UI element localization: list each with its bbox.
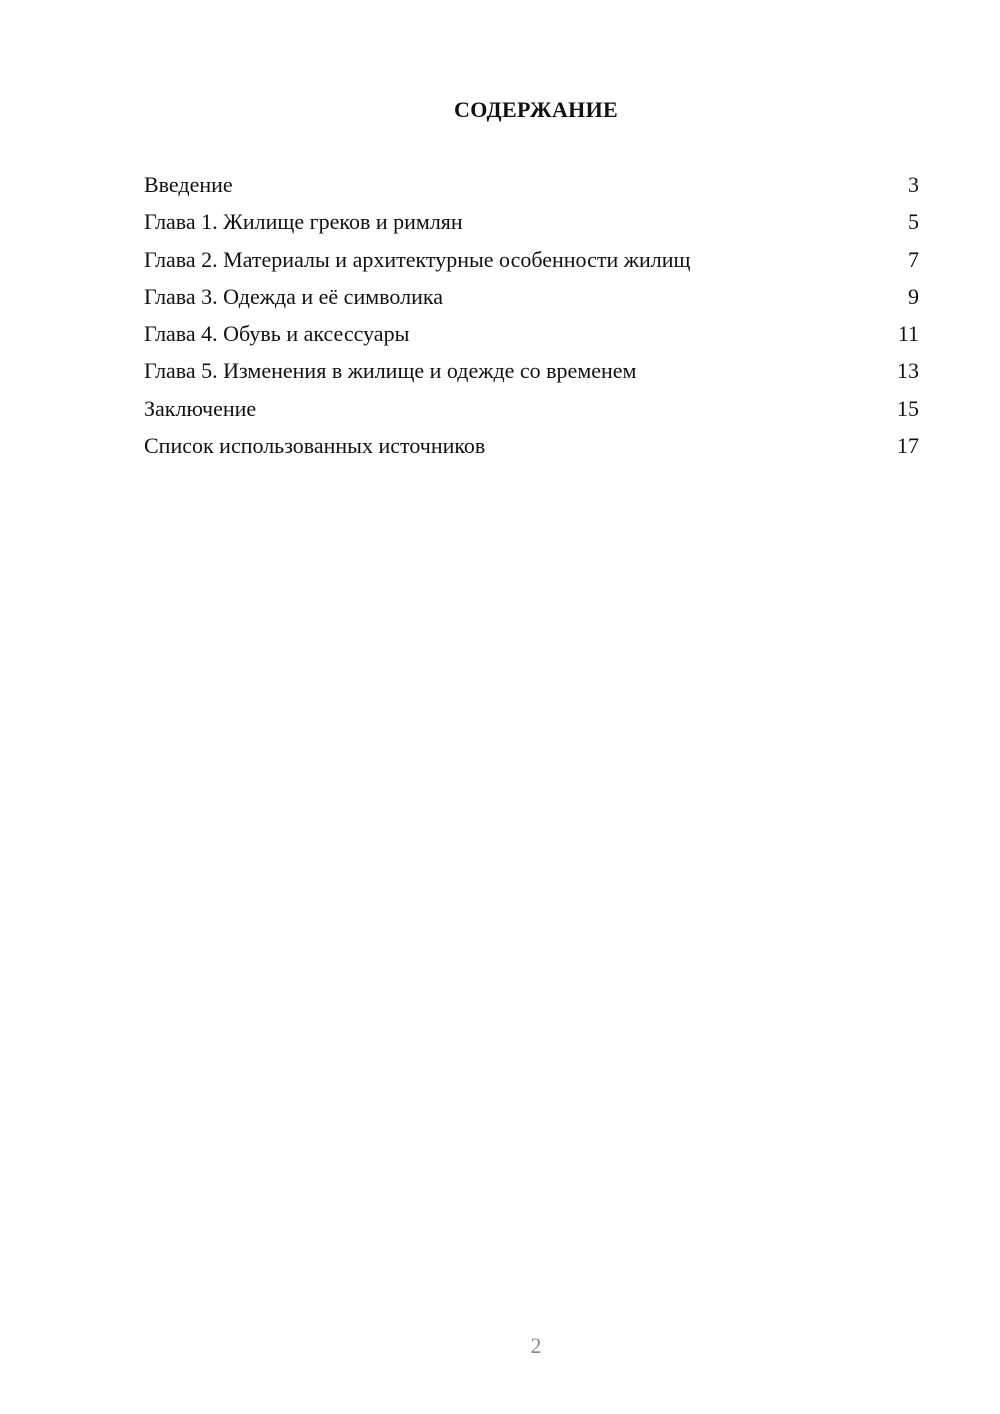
page-title: СОДЕРЖАНИЕ: [454, 97, 618, 122]
toc-entry-references: [144, 430, 919, 467]
page-number: 2: [530, 1333, 542, 1358]
toc-entry-page-number: 3: [908, 172, 919, 197]
toc-entry-page-number: 17: [897, 433, 919, 459]
toc-entry-title: Заключение: [144, 395, 257, 421]
toc-entry-chapter-2: [144, 244, 919, 281]
toc-entry-title: Глава 2. Материалы и архитектурные особенности жилищ: [144, 246, 691, 272]
toc-entry-title: Список использованных источников: [144, 433, 486, 459]
toc-entry-title: Глава 5. Изменения в жилище и одежде со временем: [144, 358, 637, 384]
table-of-contents: [144, 169, 919, 467]
toc-entry-title: Глава 4. Обувь и аксессуары: [144, 321, 410, 347]
toc-entry-title: Глава 1. Жилище греков и римлян: [144, 209, 463, 235]
toc-entry-chapter-3: [144, 281, 919, 318]
toc-entry-title: Введение: [144, 172, 233, 197]
toc-entry-page-number: 13: [897, 358, 919, 384]
toc-entry-page-number: 7: [908, 246, 919, 272]
toc-entry-title: Глава 3. Одежда и её символика: [144, 283, 443, 309]
toc-entry-page-number: 9: [908, 283, 919, 309]
toc-entry-chapter-4: [144, 318, 919, 355]
toc-entry-introduction: [144, 169, 919, 206]
toc-entry-chapter-1: [144, 206, 919, 243]
toc-entry-page-number: 5: [908, 209, 919, 235]
toc-entry-page-number: 15: [897, 395, 919, 421]
toc-entry-chapter-5: [144, 355, 919, 392]
toc-entry-conclusion: [144, 393, 919, 430]
toc-entry-page-number: 11: [897, 321, 919, 347]
